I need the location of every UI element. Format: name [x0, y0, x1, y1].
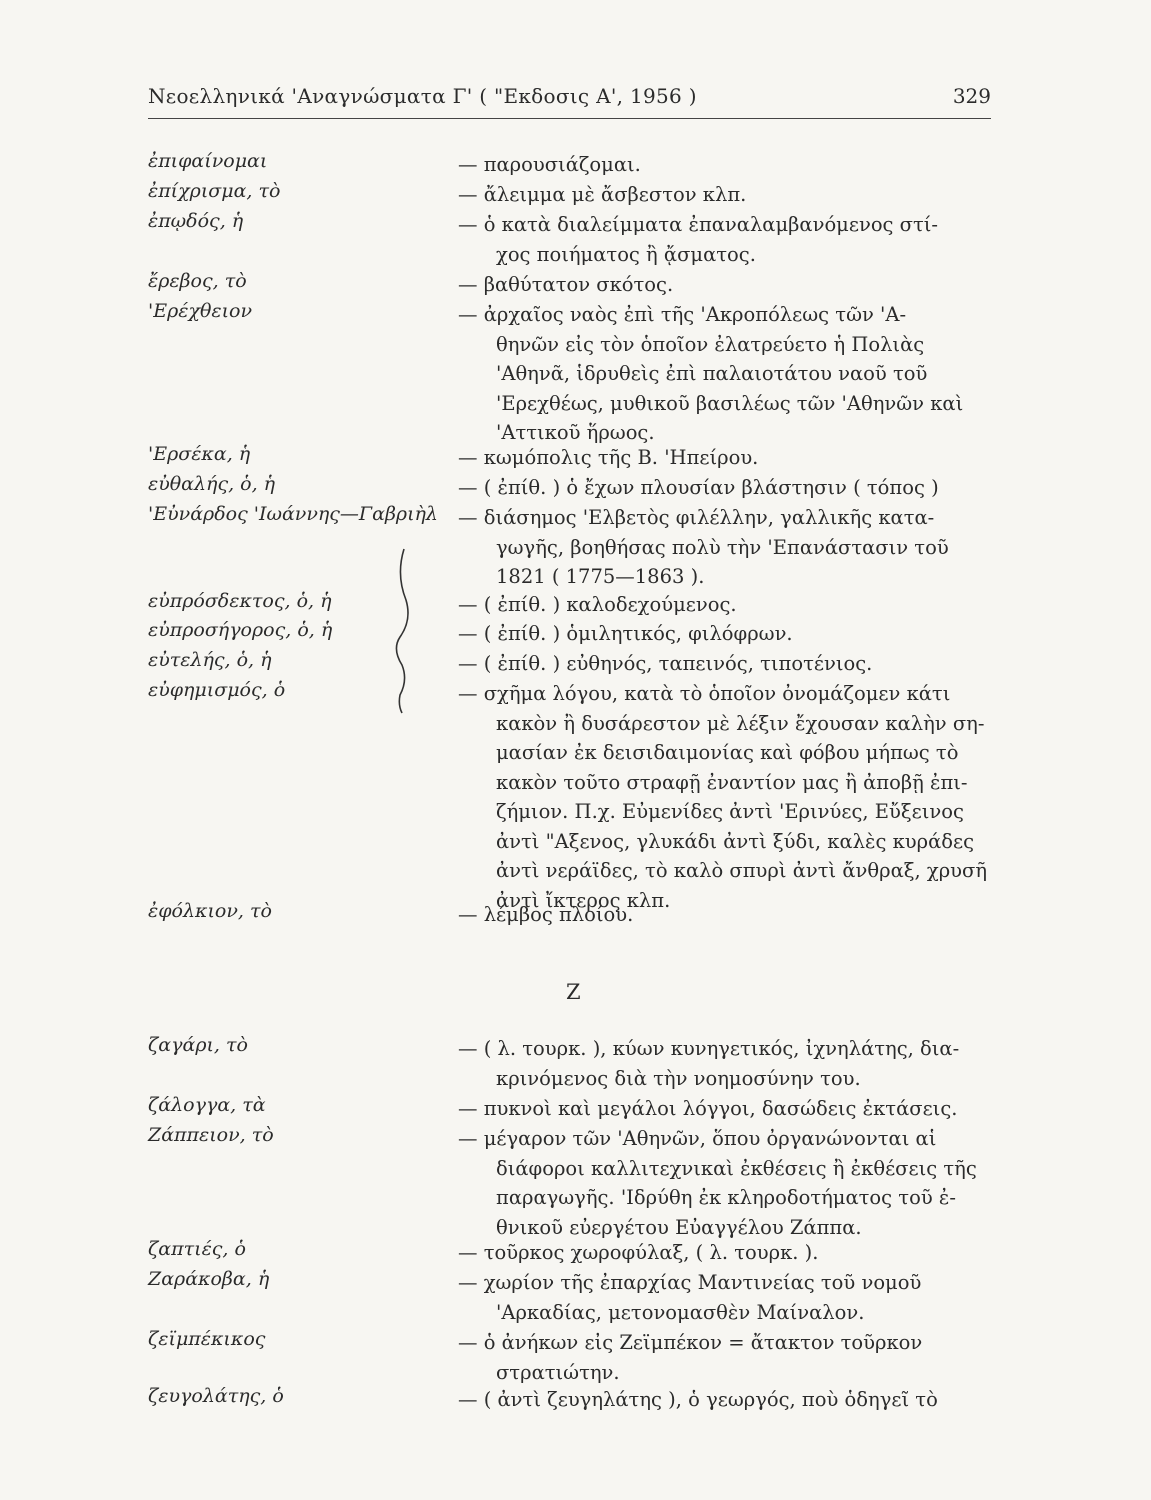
definition-line: ἀντὶ "Αξενος, γλυκάδι ἀντὶ ξύδι, καλὲς κυράδες: [496, 829, 975, 853]
definition-line: — τοῦρκος χωροφύλαξ, ( λ. τουρκ. ).: [458, 1241, 819, 1264]
entry-definition: [458, 443, 991, 473]
definition-line: ἀντὶ ἴκτερος κλπ.: [496, 888, 671, 912]
definition-line: — ( ἐπίθ. ) καλοδεχούμενος.: [458, 593, 737, 616]
entry-term: ζευγολάτης, ὁ: [148, 1385, 284, 1407]
entry-definition: [458, 619, 991, 649]
entry-definition: [458, 1034, 991, 1093]
definition-line: παραγωγῆς. 'Ιδρύθη ἐκ κληροδοτήματος τοῦ ἐ-: [496, 1186, 956, 1209]
entry-term: ζεϊμπέκικος: [148, 1328, 266, 1350]
entry-definition: [458, 649, 991, 679]
definition-line: κρινόμενος διὰ τὴν νοημοσύνην του.: [496, 1066, 861, 1090]
entry-term: 'Ερσέκα, ἡ: [148, 443, 251, 465]
entry-definition: [458, 1124, 991, 1242]
entry-term: ζάλογγα, τὰ: [148, 1094, 266, 1116]
entry-definition: [458, 1268, 991, 1327]
brace-mark: [390, 545, 420, 715]
definition-line: — κωμόπολις τῆς Β. 'Ηπείρου.: [458, 446, 759, 469]
entry-definition: [458, 270, 991, 300]
definition-line: — ὁ ἀνήκων εἰς Ζεϊμπέκον = ἄτακτον τοῦρκον: [458, 1331, 923, 1354]
definition-line: 'Ερεχθέως, μυθικοῦ βασιλέως τῶν 'Αθηνῶν καὶ: [496, 391, 964, 415]
entry-definition: [458, 150, 991, 180]
entry-term: 'Εὐνάρδος 'Ιωάννης—Γαβριὴλ: [148, 503, 438, 525]
definition-line: — πυκνοὶ καὶ μεγάλοι λόγγοι, δασώδεις ἐκτάσεις.: [458, 1097, 958, 1120]
definition-line: 'Αττικοῦ ἥρωος.: [496, 421, 655, 444]
definition-line: — ἀρχαῖος ναὸς ἐπὶ τῆς 'Ακροπόλεως τῶν 'Α-: [458, 303, 907, 326]
definition-line: — ( ἀντὶ ζευγηλάτης ), ὁ γεωργός, ποὺ ὁδηγεῖ τὸ: [458, 1388, 938, 1411]
definition-line: χος ποιήματος ἢ ᾄσματος.: [496, 242, 756, 266]
entry-definition: [458, 590, 991, 620]
definition-line: — ( ἐπίθ. ) εὐθηνός, ταπεινός, τιποτένιος.: [458, 652, 873, 675]
definition-line: — ὁ κατὰ διαλείμματα ἐπαναλαμβανόμενος στί-: [458, 213, 939, 236]
entry-term: ἐπῳδός, ἡ: [148, 210, 244, 232]
entry-term: 'Ερέχθειον: [148, 300, 253, 322]
definition-line: ἀντὶ νεράϊδες, τὸ καλὸ σπυρὶ ἀντὶ ἄνθραξ, χρυσῆ: [496, 859, 988, 882]
entry-term: ἔρεβος, τὸ: [148, 270, 247, 292]
definition-line: — σχῆμα λόγου, κατὰ τὸ ὁποῖον ὀνομάζομεν κάτι: [458, 682, 951, 705]
entry-definition: [458, 1385, 991, 1415]
entry-term: ἐπιφαίνομαι: [148, 150, 268, 172]
section-letter: Ζ: [566, 980, 581, 1004]
entry-term: εὐπρόσδεκτος, ὁ, ἡ: [148, 590, 332, 612]
entry-definition: [458, 300, 991, 448]
definition-line: ζήμιον. Π.χ. Εὐμενίδες ἀντὶ 'Ερινύες, Εὔξεινος: [496, 800, 964, 823]
entry-definition: [458, 503, 991, 592]
entry-term: ἐφόλκιον, τὸ: [148, 900, 272, 922]
entry-term: ζαπτιές, ὁ: [148, 1238, 246, 1260]
definition-line: 'Αθηνᾶ, ἱδρυθεὶς ἐπὶ παλαιοτάτου ναοῦ τοῦ: [496, 362, 928, 385]
entry-term: Ζαράκοβα, ἡ: [148, 1268, 270, 1290]
definition-line: — βαθύτατον σκότος.: [458, 273, 674, 296]
entry-definition: [458, 210, 991, 269]
definition-line: 'Αρκαδίας, μετονομασθὲν Μαίναλον.: [496, 1300, 865, 1324]
definition-line: — παρουσιάζομαι.: [458, 153, 641, 176]
entry-term: ζαγάρι, τὸ: [148, 1034, 248, 1056]
definition-line: θνικοῦ εὐεργέτου Εὐαγγέλου Ζάππα.: [496, 1215, 862, 1239]
definition-line: διάφοροι καλλιτεχνικαὶ ἐκθέσεις ἢ ἐκθέσεις τῆς: [496, 1156, 977, 1180]
definition-line: κακὸν τοῦτο στραφῇ ἐναντίον μας ἢ ἀποβῇ ἐπι-: [496, 770, 968, 794]
running-title: Νεοελληνικά 'Αναγνώσματα Γ' ( "Εκδοσις Α', 1956 ): [148, 84, 697, 108]
definition-line: στρατιώτην.: [496, 1360, 620, 1384]
definition-line: — διάσημος 'Ελβετὸς φιλέλλην, γαλλικῆς κατα-: [458, 506, 935, 529]
entry-definition: [458, 900, 991, 930]
entry-definition: [458, 679, 991, 915]
definition-line: γωγῆς, βοηθήσας πολὺ τὴν 'Επανάστασιν τοῦ: [496, 535, 949, 559]
definition-line: — λέμβος πλοίου.: [458, 903, 634, 926]
definition-line: θηνῶν εἰς τὸν ὁποῖον ἐλατρεύετο ἡ Πολιὰς: [496, 332, 925, 356]
definition-line: — ( λ. τουρκ. ), κύων κυνηγετικός, ἰχνηλάτης, δια-: [458, 1037, 960, 1060]
entry-term: εὐπροσήγορος, ὁ, ἡ: [148, 619, 333, 641]
definition-line: — χωρίον τῆς ἐπαρχίας Μαντινείας τοῦ νομοῦ: [458, 1271, 922, 1294]
definition-line: — ἄλειμμα μὲ ἄσβεστον κλπ.: [458, 183, 747, 206]
header-rule: [148, 118, 991, 119]
entry-definition: [458, 473, 991, 503]
definition-line: 1821 ( 1775—1863 ).: [496, 565, 705, 588]
page-number: 329: [952, 84, 991, 108]
entry-term: εὐθαλής, ὁ, ἡ: [148, 473, 276, 495]
definition-line: — ( ἐπίθ. ) ὁ ἔχων πλουσίαν βλάστησιν ( τόπος ): [458, 476, 939, 499]
page-header: [148, 84, 991, 114]
definition-line: — μέγαρον τῶν 'Αθηνῶν, ὅπου ὀργανώνονται αἱ: [458, 1127, 937, 1150]
entry-definition: [458, 180, 991, 210]
definition-line: κακὸν ἢ δυσάρεστον μὲ λέξιν ἔχουσαν καλὴν ση-: [496, 711, 985, 735]
entry-term: ἐπίχρισμα, τὸ: [148, 180, 281, 202]
entry-term: εὐφημισμός, ὁ: [148, 679, 286, 701]
entry-definition: [458, 1328, 991, 1387]
entry-term: Ζάππειον, τὸ: [148, 1124, 274, 1146]
entry-definition: [458, 1094, 991, 1124]
definition-line: μασίαν ἐκ δεισιδαιμονίας καὶ φόβου μήπως τὸ: [496, 741, 959, 764]
entry-term: εὐτελής, ὁ, ἡ: [148, 649, 272, 671]
definition-line: — ( ἐπίθ. ) ὁμιλητικός, φιλόφρων.: [458, 622, 793, 645]
entry-definition: [458, 1238, 991, 1268]
